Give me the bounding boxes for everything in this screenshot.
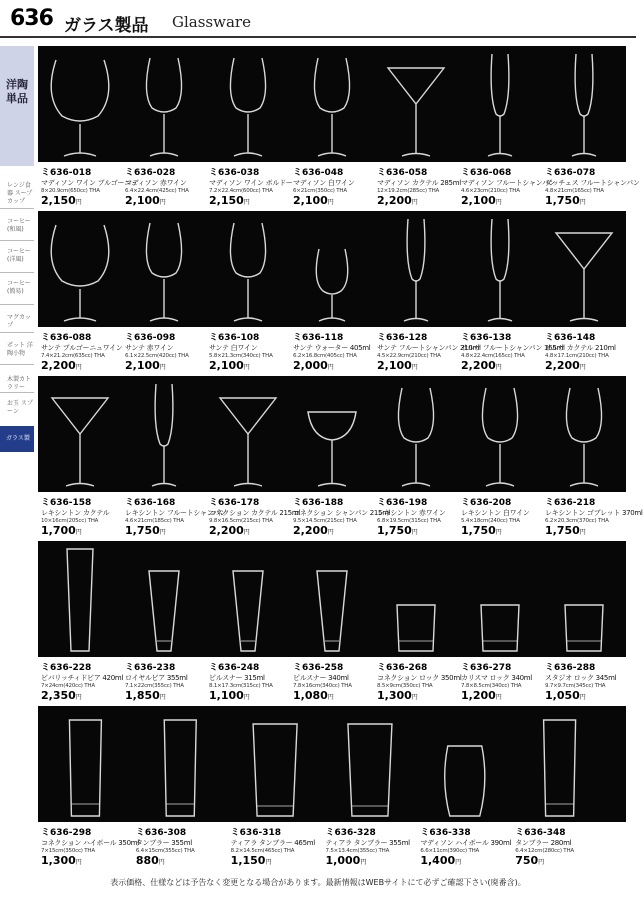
product-item[interactable] (545, 495, 643, 537)
glass-illustration (397, 605, 435, 651)
product-item[interactable] (125, 330, 205, 372)
product-spec: 8×20.9cm(650cc) THA (41, 188, 100, 194)
product-code: ミ636-058 (377, 168, 428, 178)
sidebar-divider (0, 364, 34, 365)
product-spec: 6.6×11cm(390cc) THA (420, 848, 480, 854)
glass-illustration (445, 746, 485, 816)
yen-unit: 円 (327, 694, 334, 701)
glass-illustration (230, 58, 265, 156)
product-price: 1,150円 (230, 854, 272, 867)
product-price: 2,100円 (293, 194, 334, 207)
product-spec: 10×16cm(205cc) THA (41, 518, 99, 524)
product-name: コネクション カクテル 215ml (209, 509, 300, 517)
yen-unit: 円 (265, 859, 272, 866)
glass-illustration (404, 219, 428, 321)
product-spec: 6.4×12cm(280cc) THA (515, 848, 574, 854)
glass-illustration (51, 60, 109, 156)
glass-photo (38, 211, 626, 327)
glass-illustration (69, 720, 101, 816)
product-code: ミ636-168 (125, 498, 176, 508)
product-name: カリスマ ロック 340ml (461, 674, 532, 682)
product-name: サンテ 赤ワイン (125, 344, 174, 352)
glass-illustration (52, 398, 108, 486)
product-spec: 8.1×17.3cm(315cc) THA (209, 683, 273, 689)
product-item[interactable] (209, 660, 289, 702)
product-spec: 7.2×22.4cm(600cc) THA (209, 188, 273, 194)
product-item[interactable] (377, 495, 457, 537)
sidebar-item-coffee-west[interactable]: コーヒー (洋風) (7, 248, 31, 263)
product-name: レキシントン カクテル (41, 509, 110, 517)
product-price: 2,100円 (125, 194, 166, 207)
product-name: タンブラー 280ml (515, 839, 572, 847)
product-code: ミ636-158 (41, 498, 92, 508)
product-code: ミ636-318 (230, 828, 281, 838)
product-code: ミ636-038 (209, 168, 260, 178)
product-code: ミ636-078 (545, 168, 596, 178)
sidebar-active-section[interactable] (0, 46, 34, 166)
product-item[interactable] (461, 165, 556, 207)
yen-unit: 円 (158, 859, 165, 866)
yen-unit: 円 (495, 364, 502, 371)
product-name: マディソン ハイボール 390ml (420, 839, 512, 847)
glass-illustration (572, 54, 596, 156)
product-code: ミ636-268 (377, 663, 428, 673)
product-item[interactable] (209, 495, 300, 537)
glass-photo (38, 706, 626, 822)
product-price: 1,400円 (420, 854, 462, 867)
product-item[interactable] (545, 660, 625, 702)
sidebar-item-coffee-simple[interactable]: コーヒー (簡易) (7, 280, 31, 295)
product-name: ビバリッチィドビア 420ml (41, 674, 124, 682)
product-name: マディソン カクテル 285ml (377, 179, 461, 187)
product-spec: 7.5×13.4cm(355cc) THA (325, 848, 390, 854)
product-code: ミ636-048 (293, 168, 344, 178)
product-spec: 7.8×16cm(340cc) THA (293, 683, 352, 689)
glass-illustration (220, 398, 276, 486)
product-code: ミ636-348 (515, 828, 566, 838)
product-price: 880円 (135, 854, 165, 867)
product-item[interactable] (377, 330, 481, 372)
product-name: サンテ 白ワイン (209, 344, 258, 352)
glass-illustration (544, 720, 576, 816)
glass-illustration (233, 571, 263, 651)
glass-illustration (51, 225, 109, 321)
product-item[interactable] (461, 660, 541, 702)
product-item[interactable] (545, 165, 640, 207)
yen-unit: 円 (327, 199, 334, 206)
product-spec: 6.8×19.5cm(315cc) THA (377, 518, 441, 524)
product-price: 1,050円 (545, 689, 586, 702)
yen-unit: 円 (243, 199, 250, 206)
product-price: 2,200円 (545, 359, 586, 372)
product-code: ミ636-258 (293, 663, 344, 673)
yen-unit: 円 (411, 694, 418, 701)
glass-illustration (488, 219, 512, 321)
product-spec: 7×15cm(350cc) THA (41, 848, 95, 854)
yen-unit: 円 (159, 199, 166, 206)
glass-illustration (316, 249, 347, 321)
product-item[interactable] (293, 330, 373, 372)
sidebar-divider (0, 304, 34, 305)
yen-unit: 円 (360, 859, 367, 866)
yen-unit: 円 (579, 199, 586, 206)
product-spec: 9.7×9.7cm(345cc) THA (545, 683, 606, 689)
glass-illustration (565, 605, 603, 651)
product-name: コネクション シャンパン 215ml (293, 509, 391, 517)
product-code: ミ636-118 (293, 333, 344, 343)
product-price: 2,000円 (293, 359, 334, 372)
product-code: ミ636-218 (545, 498, 596, 508)
product-price: 2,100円 (377, 359, 418, 372)
product-item[interactable] (41, 825, 139, 867)
product-name: マディソン 赤ワイン (125, 179, 187, 187)
product-price: 2,100円 (461, 194, 502, 207)
product-item[interactable] (293, 165, 373, 207)
page-title: ガラス製品 (64, 16, 149, 36)
yen-unit: 円 (495, 694, 502, 701)
sidebar-divider (0, 240, 34, 241)
product-price: 2,200円 (41, 359, 82, 372)
product-code: ミ636-188 (293, 498, 344, 508)
product-code: ミ636-138 (461, 333, 512, 343)
product-item[interactable] (125, 495, 227, 537)
yen-unit: 円 (243, 694, 250, 701)
product-price: 1,100円 (209, 689, 250, 702)
product-spec: 8.2×14.5cm(465cc) THA (230, 848, 295, 854)
product-item[interactable] (293, 495, 391, 537)
product-photo-band (38, 376, 626, 492)
product-code: ミ636-338 (420, 828, 471, 838)
product-spec: 5.4×18cm(240cc) THA (461, 518, 520, 524)
product-item[interactable] (41, 495, 121, 537)
sidebar-item-range[interactable]: レンジ食器 スープ カップ (7, 182, 33, 205)
product-spec: 12×19.2cm(285cc) THA (377, 188, 440, 194)
glass-illustration (488, 54, 512, 156)
product-code: ミ636-148 (545, 333, 596, 343)
glass-illustration (67, 549, 93, 651)
product-code: ミ636-128 (377, 333, 428, 343)
sidebar-divider (0, 392, 34, 393)
product-code: ミ636-198 (377, 498, 428, 508)
product-name: ティアラ タンブラー 465ml (230, 839, 315, 847)
product-name: レキシントン 白ワイン (461, 509, 530, 517)
product-price: 1,300円 (377, 689, 418, 702)
product-item[interactable] (515, 825, 606, 867)
sidebar-item-cutlery[interactable]: 木製カトラリー (7, 376, 32, 391)
yen-unit: 円 (495, 199, 502, 206)
product-name: ピルスナー 315ml (209, 674, 265, 682)
product-item[interactable] (377, 165, 461, 207)
product-price: 1,750円 (377, 524, 418, 537)
product-photo-band (38, 541, 626, 657)
product-item[interactable] (326, 825, 417, 867)
product-price: 1,000円 (325, 854, 367, 867)
product-item[interactable] (209, 165, 293, 207)
yen-unit: 円 (538, 859, 545, 866)
glass-illustration (308, 412, 356, 486)
glass-illustration (481, 605, 519, 651)
product-name: サルサ カクテル 210ml (545, 344, 616, 352)
sidebar-item-glassware[interactable]: ガラス製品 (0, 426, 34, 452)
product-spec: 7×24cm(420cc) THA (41, 683, 95, 689)
product-price: 1,750円 (125, 524, 166, 537)
product-item[interactable] (461, 330, 565, 372)
product-code: ミ636-108 (209, 333, 260, 343)
product-price: 2,200円 (461, 359, 502, 372)
product-spec: 9.8×16.5cm(215cc) THA (209, 518, 273, 524)
product-code: ミ636-028 (125, 168, 176, 178)
product-name: レキシントン ゴブレット 370ml (545, 509, 643, 517)
product-price: 1,200円 (461, 689, 502, 702)
product-price: 2,200円 (377, 194, 418, 207)
yen-unit: 円 (75, 694, 82, 701)
sidebar-item-mug[interactable]: マグカップ (7, 314, 31, 329)
glass-illustration (152, 384, 176, 486)
product-spec: 5.8×21.3cm(340cc) THA (209, 353, 273, 359)
product-price: 1,850円 (125, 689, 166, 702)
product-spec: 4.8×21cm(165cc) THA (545, 188, 604, 194)
page-number: 636 (10, 6, 53, 31)
product-price: 2,150円 (41, 194, 82, 207)
product-name: サルサ フルートシャンパン 165ml (461, 344, 565, 352)
product-spec: 6×21cm(350cc) THA (293, 188, 347, 194)
glass-illustration (146, 58, 181, 156)
glass-illustration (230, 223, 265, 321)
product-item[interactable] (545, 330, 625, 372)
product-code: ミ636-308 (135, 828, 187, 838)
product-spec: 9.5×14.5cm(215cc) THA (293, 518, 357, 524)
yen-unit: 円 (579, 694, 586, 701)
product-photo-band (38, 706, 626, 822)
product-item[interactable] (136, 825, 227, 867)
yen-unit: 円 (327, 364, 334, 371)
glass-illustration (556, 233, 612, 321)
glass-illustration (164, 720, 196, 816)
glass-illustration (348, 724, 392, 816)
product-item[interactable] (209, 330, 289, 372)
yen-unit: 円 (411, 364, 418, 371)
glass-photo (38, 376, 626, 492)
product-code: ミ636-248 (209, 663, 260, 673)
product-spec: 6.2×20.3cm(370cc) THA (545, 518, 609, 524)
yen-unit: 円 (327, 529, 334, 536)
yen-unit: 円 (243, 364, 250, 371)
product-name: タンブラー 355ml (135, 839, 192, 847)
product-code: ミ636-328 (325, 828, 376, 838)
product-spec: 4.5×22.9cm(210cc) THA (377, 353, 441, 359)
sidebar-divider (0, 208, 34, 209)
product-price: 1,080円 (293, 689, 334, 702)
yen-unit: 円 (75, 859, 82, 866)
glass-illustration (253, 724, 297, 816)
glass-illustration (314, 58, 349, 156)
product-price: 2,200円 (209, 524, 250, 537)
glass-illustration (482, 388, 517, 486)
product-name: ピルスナー 340ml (293, 674, 349, 682)
product-code: ミ636-288 (545, 663, 596, 673)
page-title-en: Glassware (172, 13, 251, 31)
product-name: マディソン フルートシャンパン (461, 179, 556, 187)
product-code: ミ636-298 (41, 828, 92, 838)
yen-unit: 円 (495, 529, 502, 536)
yen-unit: 円 (75, 364, 82, 371)
yen-unit: 円 (75, 529, 82, 536)
product-spec: 6.4×15cm(355cc) THA (135, 848, 195, 854)
product-name: マディソン 白ワイン (293, 179, 355, 187)
product-price: 1,750円 (545, 524, 586, 537)
product-name: コネクション ハイボール 350ml (41, 839, 139, 847)
glass-illustration (149, 571, 179, 651)
product-item[interactable] (125, 660, 205, 702)
product-price: 750円 (515, 854, 545, 867)
product-price: 1,300円 (41, 854, 82, 867)
sidebar-divider (0, 332, 34, 333)
yen-unit: 円 (75, 199, 82, 206)
product-item[interactable] (293, 660, 373, 702)
product-code: ミ636-088 (41, 333, 92, 343)
yen-unit: 円 (579, 364, 586, 371)
product-code: ミ636-178 (209, 498, 260, 508)
product-code: ミ636-098 (125, 333, 176, 343)
product-spec: 6.4×22.4cm(425cc) THA (125, 188, 189, 194)
product-name: ロイヤルビア 355ml (125, 674, 188, 682)
sidebar-active-label: 洋陶単品 (6, 78, 28, 105)
product-name: コネクション ロック 350ml (377, 674, 462, 682)
product-price: 2,350円 (41, 689, 82, 702)
product-spec: 6.2×16.8cm(405cc) THA (293, 353, 357, 359)
product-price: 1,700円 (41, 524, 82, 537)
product-spec: 7.8×8.5cm(340cc) THA (461, 683, 522, 689)
sidebar-item-spoon[interactable]: お玉 スプーン (7, 400, 33, 415)
product-photo-band (38, 211, 626, 327)
product-spec: 4.6×21cm(185cc) THA (125, 518, 184, 524)
product-item[interactable] (41, 330, 121, 372)
glass-illustration (398, 388, 433, 486)
product-name: スタジオ ロック 345ml (545, 674, 617, 682)
sidebar-item-pot[interactable]: ポット 洋陶小物 (7, 342, 33, 357)
product-price: 1,750円 (461, 524, 502, 537)
product-spec: 6.1×22.5cm(420cc) THA (125, 353, 189, 359)
yen-unit: 円 (411, 529, 418, 536)
header-rule (0, 36, 636, 38)
page-header (0, 0, 636, 40)
glass-illustration (388, 68, 444, 156)
product-spec: 4.6×23cm(210cc) THA (461, 188, 520, 194)
product-price: 2,100円 (125, 359, 166, 372)
product-name: ティアラ タンブラー 355ml (325, 839, 410, 847)
glass-illustration (146, 223, 181, 321)
product-item[interactable] (41, 165, 138, 207)
yen-unit: 円 (159, 529, 166, 536)
yen-unit: 円 (159, 694, 166, 701)
yen-unit: 円 (455, 859, 462, 866)
yen-unit: 円 (243, 529, 250, 536)
product-price: 1,750円 (545, 194, 586, 207)
product-spec: 7.1×22cm(355cc) THA (125, 683, 184, 689)
product-code: ミ636-018 (41, 168, 92, 178)
product-spec: 7.4×21.2cm(635cc) THA (41, 353, 105, 359)
product-spec: 8.5×9cm(350cc) THA (377, 683, 433, 689)
product-name: ダッチェス フルートシャンパン (545, 179, 640, 187)
product-name: サンテ ブルゴーニュワイン (41, 344, 123, 352)
product-name: レキシントン 赤ワイン (377, 509, 446, 517)
glass-photo (38, 541, 626, 657)
yen-unit: 円 (579, 529, 586, 536)
footer-note: 表示価格、仕様などは予告なく変更となる場合があります。最新情報はWEBサイトにて必ずご確認下さい(廃番含)。 (110, 878, 526, 887)
product-code: ミ636-278 (461, 663, 512, 673)
product-price: 2,100円 (209, 359, 250, 372)
product-spec: 4.8×22.4cm(165cc) THA (461, 353, 525, 359)
sidebar-divider (0, 272, 34, 273)
glass-illustration (317, 571, 347, 651)
product-name: サンテ フルートシャンパン 210ml (377, 344, 481, 352)
yen-unit: 円 (411, 199, 418, 206)
product-name: マディソン ワイン ブルゴーニュ (41, 179, 138, 187)
product-code: ミ636-208 (461, 498, 512, 508)
glass-illustration (566, 388, 601, 486)
product-item[interactable] (420, 825, 511, 867)
product-code: ミ636-228 (41, 663, 92, 673)
product-item[interactable] (377, 660, 462, 702)
product-price: 2,200円 (293, 524, 334, 537)
product-price: 2,150円 (209, 194, 250, 207)
product-photo-band (38, 46, 626, 162)
product-item[interactable] (231, 825, 322, 867)
product-name: サンテ ウォーター 405ml (293, 344, 371, 352)
product-item[interactable] (41, 660, 124, 702)
product-code: ミ636-238 (125, 663, 176, 673)
product-spec: 4.8×17.1cm(210cc) THA (545, 353, 609, 359)
product-code: ミ636-068 (461, 168, 512, 178)
product-item[interactable] (461, 495, 541, 537)
product-item[interactable] (125, 165, 205, 207)
glass-photo (38, 46, 626, 162)
product-name: レキシントン フルートシャンパン (125, 509, 227, 517)
product-name: マディソン ワイン ボルドー (209, 179, 293, 187)
yen-unit: 円 (159, 364, 166, 371)
sidebar-item-coffee-jp[interactable]: コーヒー (和風) (7, 218, 31, 233)
